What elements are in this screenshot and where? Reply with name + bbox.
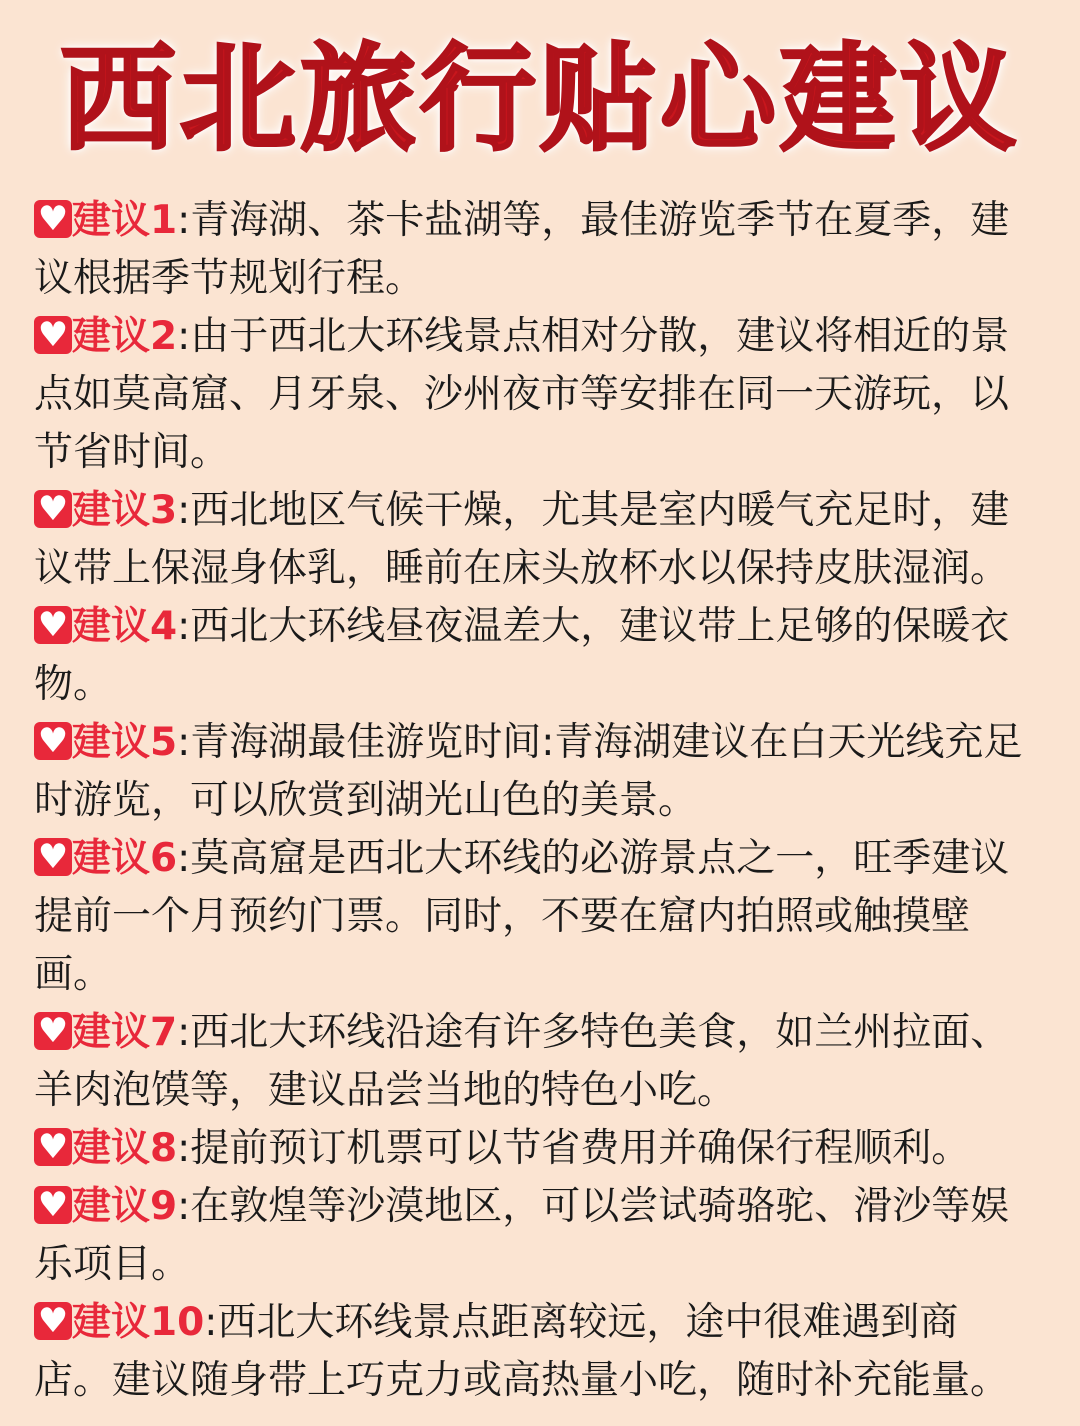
- tip-text: :在敦煌等沙漠地区，可以尝试骑骆驼、滑沙等娱乐项目。: [34, 1184, 1010, 1287]
- tip-item: [34, 714, 1034, 830]
- tip-item: [34, 1178, 1034, 1294]
- tip-label: 建议3: [72, 488, 178, 533]
- tip-text: :青海湖、茶卡盐湖等，最佳游览季节在夏季，建议根据季节规划行程。: [34, 198, 1010, 301]
- tip-text: :由于西北大环线景点相对分散，建议将相近的景点如莫高窟、月牙泉、沙州夜市等安排在同一天游玩，以节省时间。: [34, 314, 1010, 475]
- tip-label: 建议4: [72, 604, 178, 649]
- tip-item: [34, 482, 1034, 598]
- tip-item: [34, 308, 1034, 482]
- tip-label: 建议9: [72, 1184, 178, 1229]
- tip-label: 建议5: [72, 720, 178, 765]
- tip-text: :西北地区气候干燥，尤其是室内暖气充足时，建议带上保湿身体乳，睡前在床头放杯水以保持皮肤湿润。: [34, 488, 1010, 591]
- tip-label: 建议2: [72, 314, 178, 359]
- heart-icon: [34, 1128, 72, 1166]
- tip-item: [34, 830, 1034, 1004]
- heart-icon: [34, 490, 72, 528]
- tip-text: :提前预订机票可以节省费用并确保行程顺利。: [177, 1126, 971, 1171]
- heart-icon: [34, 722, 72, 760]
- heart-icon: [34, 606, 72, 644]
- tip-item: [34, 1004, 1034, 1120]
- heart-icon: [34, 1012, 72, 1050]
- tip-label: 建议6: [72, 836, 178, 881]
- heart-icon: [34, 838, 72, 876]
- heart-icon: [34, 1302, 72, 1340]
- tip-text: :西北大环线景点距离较远，途中很难遇到商店。建议随身带上巧克力或高热量小吃，随时补充能量。: [34, 1300, 1010, 1403]
- tip-text: :西北大环线昼夜温差大，建议带上足够的保暖衣物。: [34, 604, 1010, 707]
- heart-icon: [34, 316, 72, 354]
- tips-list: [34, 192, 1034, 1410]
- tip-text: :莫高窟是西北大环线的必游景点之一，旺季建议提前一个月预约门票。同时，不要在窟内拍照或触摸壁画。: [34, 836, 1010, 997]
- tip-label: 建议10: [72, 1300, 205, 1345]
- tip-label: 建议7: [72, 1010, 178, 1055]
- tip-text: :西北大环线沿途有许多特色美食，如兰州拉面、羊肉泡馍等，建议品尝当地的特色小吃。: [34, 1010, 1010, 1113]
- tip-item: [34, 1120, 1034, 1178]
- tip-item: [34, 598, 1034, 714]
- heart-icon: [34, 200, 72, 238]
- tip-item: [34, 1294, 1034, 1410]
- tip-item: [34, 192, 1034, 308]
- tip-text: :青海湖最佳游览时间:青海湖建议在白天光线充足时游览，可以欣赏到湖光山色的美景。: [34, 720, 1023, 823]
- heart-icon: [34, 1186, 72, 1224]
- tip-label: 建议1: [72, 198, 178, 243]
- page-title: 西北旅行贴心建议: [60, 32, 1020, 167]
- tip-label: 建议8: [72, 1126, 178, 1171]
